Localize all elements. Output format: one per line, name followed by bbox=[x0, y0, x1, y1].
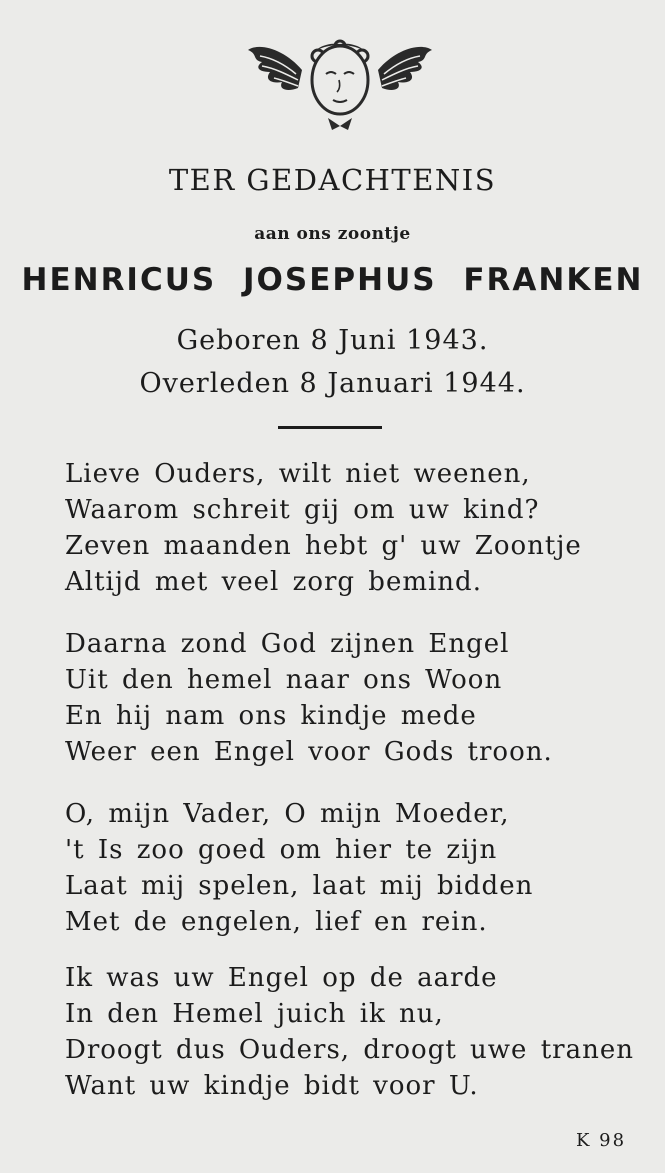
poem-line: O, mijn Vader, O mijn Moeder, bbox=[65, 799, 510, 829]
poem-line: Zeven maanden hebt g' uw Zoontje bbox=[65, 531, 582, 561]
poem-line: Met de engelen, lief en rein. bbox=[65, 907, 488, 937]
poem-line: 't Is zoo goed om hier te zijn bbox=[65, 835, 498, 865]
card-heading: TER GEDACHTENIS bbox=[168, 163, 497, 197]
poem-line: Ik was uw Engel op de aarde bbox=[65, 963, 498, 993]
poem-line: Waarom schreit gij om uw kind? bbox=[65, 495, 540, 525]
poem-line: Uit den hemel naar ons Woon bbox=[65, 665, 503, 695]
divider bbox=[278, 426, 382, 429]
poem-line: Weer een Engel voor Gods troon. bbox=[65, 737, 553, 767]
winged-cherub-icon bbox=[240, 30, 440, 140]
poem-line: En hij nam ons kindje mede bbox=[65, 701, 477, 731]
birth-date: Geboren 8 Juni 1943. bbox=[176, 325, 489, 356]
death-date: Overleden 8 Januari 1944. bbox=[139, 368, 526, 399]
poem-line: Droogt dus Ouders, droogt uwe tranen bbox=[65, 1035, 634, 1065]
deceased-name: HENRICUS JOSEPHUS FRANKEN bbox=[21, 262, 644, 298]
card-subheading: aan ons zoontje bbox=[254, 224, 411, 244]
poem-line: Lieve Ouders, wilt niet weenen, bbox=[65, 459, 531, 489]
poem-line: Laat mij spelen, laat mij bidden bbox=[65, 871, 534, 901]
poem-stanza-2 bbox=[65, 626, 645, 770]
poem-line: In den Hemel juich ik nu, bbox=[65, 999, 444, 1029]
poem-stanza-4 bbox=[65, 960, 645, 1104]
poem-line: Altijd met veel zorg bemind. bbox=[65, 567, 482, 597]
poem-line: Want uw kindje bidt voor U. bbox=[65, 1071, 479, 1101]
poem-line: Daarna zond God zijnen Engel bbox=[65, 629, 510, 659]
print-code: K 98 bbox=[576, 1130, 627, 1151]
poem-stanza-3 bbox=[65, 796, 645, 940]
poem-stanza-1 bbox=[65, 456, 645, 600]
